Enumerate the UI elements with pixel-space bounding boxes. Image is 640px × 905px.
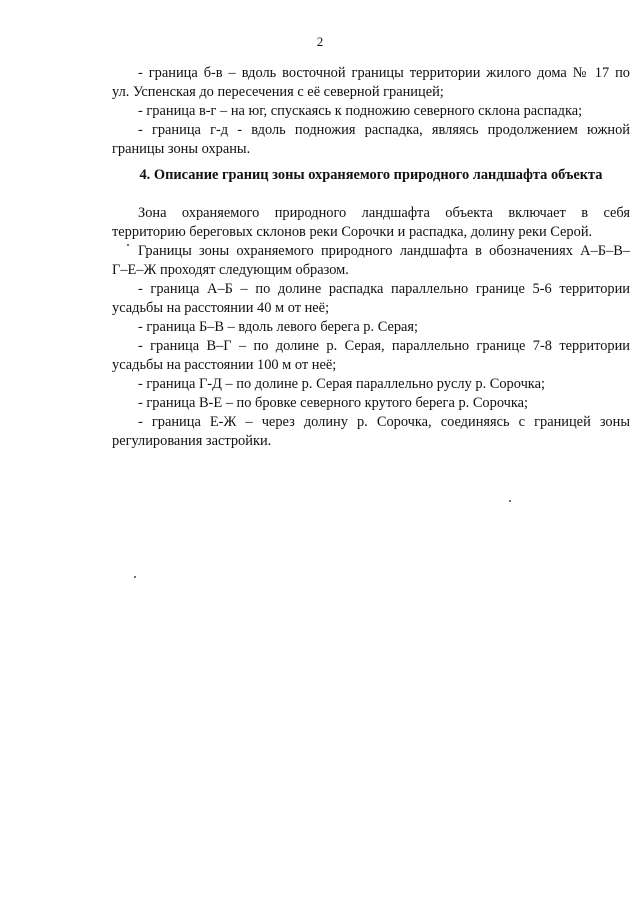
text-line: - граница г-д - вдоль подножия распадка, являясь продолжением южной bbox=[138, 122, 630, 138]
text-line: - граница б-в – вдоль восточной границы территории жилого дома № 17 по bbox=[138, 65, 630, 81]
page-number: 2 bbox=[316, 34, 324, 49]
text-line: - граница Б–В – вдоль левого берега р. Серая; bbox=[138, 319, 419, 335]
text-line: усадьбы на расстоянии 40 м от неё; bbox=[112, 300, 330, 316]
body-section bbox=[112, 204, 630, 451]
text-line: границы зоны охраны. bbox=[112, 141, 251, 157]
top-section bbox=[112, 64, 630, 159]
text-line: - граница А–Б – по долине распадка параллельно границе 5-6 территории bbox=[138, 281, 630, 297]
scan-speck bbox=[134, 576, 136, 578]
scan-speck bbox=[509, 500, 511, 502]
text-line: - граница В–Г – по долине р. Серая, параллельно границе 7-8 территории bbox=[138, 338, 630, 354]
text-line: Зона охраняемого природного ландшафта объекта включает в себя bbox=[138, 205, 630, 221]
text-line: Границы зоны охраняемого природного ландшафта в обозначениях А–Б–В– bbox=[138, 243, 630, 259]
text-line: усадьбы на расстоянии 100 м от неё; bbox=[112, 357, 337, 373]
text-line: Г–Е–Ж проходят следующим образом. bbox=[112, 262, 349, 278]
text-line: территорию береговых склонов реки Сорочки и распадка, долину реки Серой. bbox=[112, 224, 593, 240]
text-line: - граница Г-Д – по долине р. Серая параллельно руслу р. Сорочка; bbox=[138, 376, 545, 392]
text-line: - граница В-Е – по бровке северного крутого берега р. Сорочка; bbox=[138, 395, 529, 411]
section-heading: 4. Описание границ зоны охраняемого природного ландшафта объекта bbox=[139, 167, 603, 183]
scan-speck bbox=[127, 244, 129, 246]
text-line: регулирования застройки. bbox=[112, 433, 272, 449]
text-line: ул. Успенская до пересечения с её северной границей; bbox=[112, 84, 444, 100]
text-line: - граница в-г – на юг, спускаясь к подножию северного склона распадка; bbox=[138, 103, 583, 119]
text-line: - граница Е-Ж – через долину р. Сорочка, соединяясь с границей зоны bbox=[138, 414, 630, 430]
